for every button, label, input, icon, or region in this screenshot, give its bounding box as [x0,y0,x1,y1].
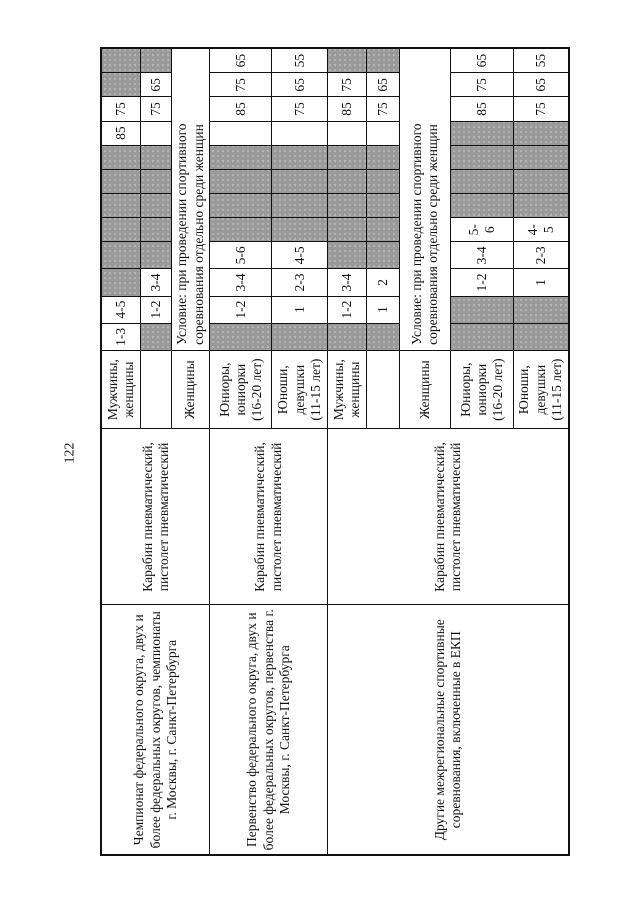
place-cell [451,193,513,217]
rank-value-cell: 55 [513,49,568,73]
place-cell: 1-2 [451,269,513,296]
place-cell [272,218,327,242]
place-cell [366,169,399,193]
place-cell [102,193,141,217]
rank-value-cell: 85 [210,97,272,121]
discipline-cell: Карабин пневматический, пистолет пневматический [210,429,328,605]
place-cell [327,169,366,193]
place-cell [272,193,327,217]
place-cell [327,193,366,217]
rank-value-cell [327,49,366,73]
place-cell [327,323,366,350]
place-cell: 4-5 [513,218,568,242]
place-cell [102,169,141,193]
place-cell [451,169,513,193]
place-cell [366,145,399,169]
group-cell: Мужчины, женщины [102,350,141,428]
rank-value-cell: 75 [140,97,171,121]
ranking-table [101,48,569,855]
place-cell [140,193,171,217]
place-cell [327,218,366,242]
place-cell [513,296,568,323]
place-cell [513,193,568,217]
place-cell [327,242,366,269]
table-stage [101,48,569,855]
place-cell [272,323,327,350]
rank-value-cell [327,121,366,145]
place-cell [140,169,171,193]
place-cell [210,218,272,242]
event-cell: Другие межрегиональные спортивные соревнования, включенные в ЕКП [327,605,568,855]
group-cell: Женщины [171,350,210,428]
rank-value-cell: 65 [366,73,399,97]
group-cell [140,350,171,428]
rank-value-cell [210,121,272,145]
rank-value-cell: 65 [272,73,327,97]
place-cell [366,218,399,242]
place-cell [272,145,327,169]
rank-value-cell: 65 [140,73,171,97]
place-cell [140,218,171,242]
group-cell: Юноши, девушки (11-15 лет) [513,350,568,428]
place-cell: 1 [272,296,327,323]
rank-value-cell [451,121,513,145]
rank-value-cell [366,121,399,145]
place-cell: 4-5 [102,296,141,323]
place-cell: 3-4 [140,269,171,296]
place-cell: 1-2 [140,296,171,323]
place-cell: 1-3 [102,323,141,350]
rank-value-cell: 75 [210,73,272,97]
place-cell: 2-3 [272,269,327,296]
group-cell: Юниоры, юниорки (16-20 лет) [210,350,272,428]
place-cell [451,145,513,169]
place-cell: 1 [366,296,399,323]
table-row [210,49,272,855]
rank-value-cell: 85 [451,97,513,121]
place-cell [513,169,568,193]
place-cell [366,193,399,217]
place-cell: 1-2 [210,296,272,323]
place-cell: 2 [366,269,399,296]
place-cell [210,193,272,217]
table-row [102,49,141,855]
place-cell [366,323,399,350]
place-cell [102,269,141,296]
rank-value-cell: 65 [210,49,272,73]
discipline-cell: Карабин пневматический, пистолет пневматический [102,429,210,605]
place-cell [513,323,568,350]
rank-value-cell: 75 [327,73,366,97]
rank-value-cell: 75 [272,97,327,121]
event-cell: Чемпионат федерального округа, двух и более федеральных округов, чемпионаты г. Москвы, г. Санкт-Петербурга [102,605,210,855]
rank-value-cell: 55 [272,49,327,73]
place-cell: 3-4 [451,242,513,269]
rank-value-cell: 65 [451,49,513,73]
place-cell: 5-6 [451,218,513,242]
group-cell: Юноши, девушки (11-15 лет) [272,350,327,428]
place-cell [140,145,171,169]
place-cell: 5-6 [210,242,272,269]
discipline-cell: Карабин пневматический, пистолет пневматический [327,429,568,605]
place-cell: 4-5 [272,242,327,269]
rank-value-cell [140,121,171,145]
place-cell: 1-2 [327,296,366,323]
place-cell [210,323,272,350]
place-cell [102,145,141,169]
rank-value-cell [272,121,327,145]
rank-value-cell [102,73,141,97]
table-row [327,49,366,855]
page-number: 122 [62,442,77,463]
rank-value-cell: 75 [513,97,568,121]
place-cell: 1 [513,269,568,296]
rank-value-cell [140,49,171,73]
place-cell [272,169,327,193]
place-cell [210,145,272,169]
note-cell: Условие: при проведении спортивного соревнования отдельно среди женщин [399,49,451,351]
rank-value-cell: 75 [366,97,399,121]
place-cell [140,323,171,350]
rank-value-cell [102,49,141,73]
place-cell [327,145,366,169]
group-cell [366,350,399,428]
rank-value-cell [366,49,399,73]
place-cell: 3-4 [210,269,272,296]
rank-value-cell [513,121,568,145]
rank-value-cell: 65 [513,73,568,97]
group-cell: Женщины [399,350,451,428]
place-cell [102,218,141,242]
rank-value-cell: 85 [102,121,141,145]
place-cell: 3-4 [327,269,366,296]
place-cell [140,242,171,269]
rank-value-cell: 75 [451,73,513,97]
group-cell: Юниоры, юниорки (16-20 лет) [451,350,513,428]
rank-value-cell: 85 [327,97,366,121]
place-cell [513,145,568,169]
place-cell [366,242,399,269]
place-cell [451,296,513,323]
rotated-table-frame [100,47,570,856]
place-cell [210,169,272,193]
place-cell [451,323,513,350]
rank-value-cell: 75 [102,97,141,121]
event-cell: Первенство федерального округа, двух и более федеральных округов, первенства г. Москвы, г. Санкт-Петербурга [210,605,328,855]
place-cell [102,242,141,269]
group-cell: Мужчины, женщины [327,350,366,428]
note-cell: Условие: при проведении спортивного соревнования отдельно среди женщин [171,49,210,351]
place-cell: 2-3 [513,242,568,269]
